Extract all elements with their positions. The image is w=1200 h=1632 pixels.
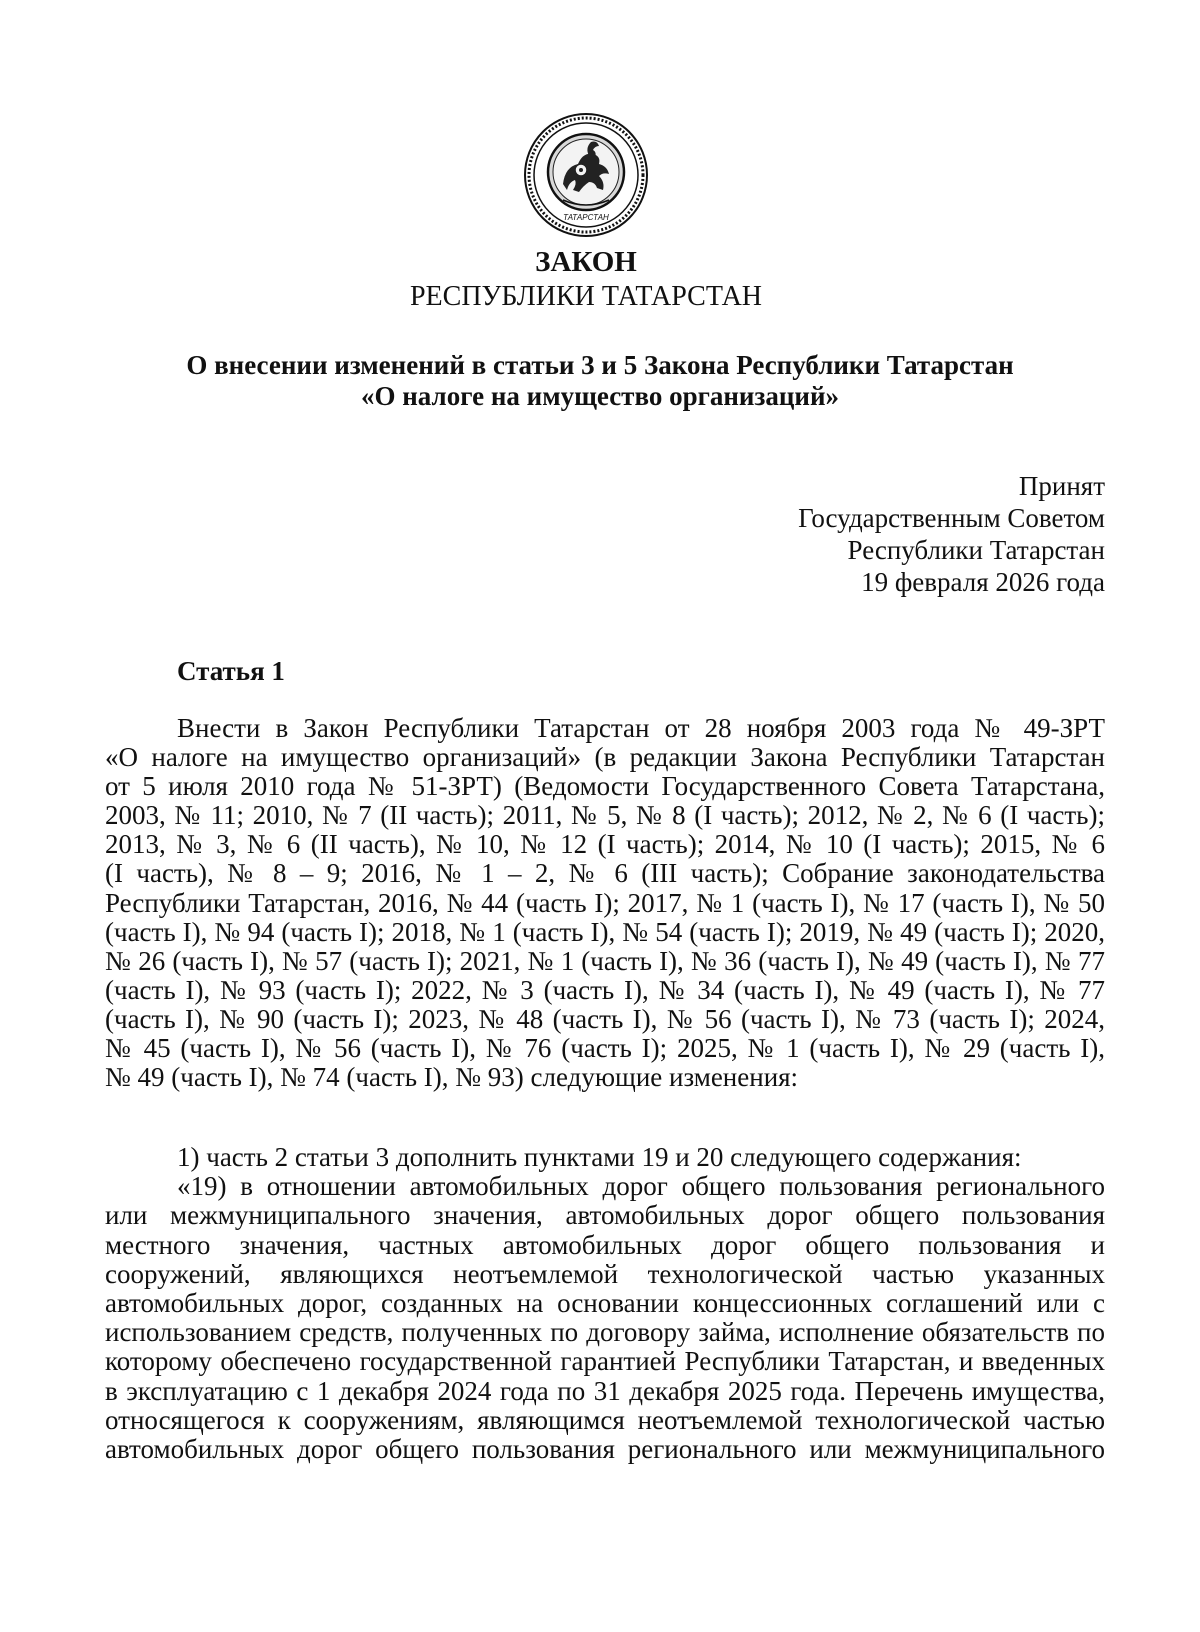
paragraph-line: в эксплуатацию с 1 декабря 2024 года по 31 декабря 2025 года. Перечень имущества,	[105, 1375, 1105, 1406]
paragraph-line: 2013, № 3, № 6 (II часть), № 10, № 12 (I часть); 2014, № 10 (I часть); 2015, № 6	[105, 829, 1105, 860]
adoption-line: Государственным Советом	[798, 503, 1105, 533]
adoption-date: 19 февраля 2026 года	[861, 567, 1105, 597]
paragraph-line: местного значения, частных автомобильных дорог общего пользования и	[105, 1229, 1105, 1260]
paragraph-line: 2003, № 11; 2010, № 7 (II часть); 2011, № 5, № 8 (I часть); 2012, № 2, № 6 (I часть);	[105, 800, 1105, 831]
paragraph-line: автомобильных дорог, созданных на основании концессионных соглашений или с	[105, 1288, 1105, 1319]
document-title	[100, 350, 1100, 412]
article-item-paragraph	[105, 1143, 1105, 1464]
paragraph-line: Внести в Закон Республики Татарстан от 28 ноября 2003 года № 49-ЗРТ	[177, 713, 1105, 743]
paragraph-line: № 49 (часть I), № 74 (часть I), № 93) следующие изменения:	[105, 1062, 799, 1093]
paragraph-line: автомобильных дорог общего пользования регионального или межмуниципального	[105, 1434, 1105, 1465]
law-issuer-subtitle: РЕСПУБЛИКИ ТАТАРСТАН	[409, 281, 763, 312]
article-intro-paragraph	[105, 714, 1105, 1092]
paragraph-line: относящегося к сооружениям, являющимся неотъемлемой технологической частью	[105, 1404, 1105, 1435]
paragraph-line: № 26 (часть I), № 57 (часть I); 2021, № 1 (часть I), № 36 (часть I), № 49 (часть I), № 77	[105, 945, 1105, 976]
document-title-line: О внесении изменений в статьи 3 и 5 Закона Республики Татарстан	[186, 350, 1014, 380]
paragraph-line: (часть I), № 93 (часть I); 2022, № 3 (часть I), № 34 (часть I), № 49 (часть I), № 77	[105, 974, 1105, 1005]
paragraph-line: 1) часть 2 статьи 3 дополнить пунктами 19 и 20 следующего содержания:	[177, 1142, 1022, 1172]
paragraph-line: использованием средств, полученных по договору займа, исполнение обязательств по	[105, 1317, 1105, 1348]
paragraph-line: сооружений, являющихся неотъемлемой технологической частью указанных	[105, 1258, 1105, 1289]
adoption-line: Республики Татарстан	[847, 535, 1105, 565]
svg-text:ТАТАРСТАН: ТАТАРСТАН	[563, 213, 609, 222]
tatarstan-emblem	[523, 112, 649, 238]
paragraph-line: или межмуниципального значения, автомобильных дорог общего пользования	[105, 1200, 1105, 1231]
paragraph-line: «О налоге на имущество организаций» (в редакции Закона Республики Татарстан	[105, 742, 1105, 773]
adoption-line: Принят	[1018, 471, 1105, 501]
document-title-line: «О налоге на имущество организаций»	[361, 381, 839, 411]
paragraph-line: «19) в отношении автомобильных дорог общего пользования регионального	[177, 1171, 1105, 1202]
emblem-seal-icon	[523, 112, 649, 238]
paragraph-line: (I часть), № 8 – 9; 2016, № 1 – 2, № 6 (III часть); Собрание законодательства	[105, 858, 1105, 889]
adoption-block	[798, 470, 1105, 598]
paragraph-line: которому обеспечено государственной гарантией Республики Татарстан, и введенных	[105, 1346, 1105, 1377]
law-type-title: ЗАКОН	[535, 246, 637, 278]
paragraph-line: (часть I), № 90 (часть I); 2023, № 48 (часть I), № 56 (часть I), № 73 (часть I); 2024,	[105, 1003, 1105, 1034]
paragraph-line: Республики Татарстан, 2016, № 44 (часть I); 2017, № 1 (часть I), № 17 (часть I), № 50	[105, 887, 1105, 918]
paragraph-line: от 5 июля 2010 года № 51-ЗРТ) (Ведомости Государственного Совета Татарстана,	[105, 771, 1105, 802]
article-heading: Статья 1	[177, 656, 285, 686]
paragraph-line: № 45 (часть I), № 56 (часть I), № 76 (часть I); 2025, № 1 (часть I), № 29 (часть I),	[105, 1033, 1105, 1064]
paragraph-line: (часть I), № 94 (часть I); 2018, № 1 (часть I), № 54 (часть I); 2019, № 49 (часть I); 2020,	[105, 916, 1105, 947]
